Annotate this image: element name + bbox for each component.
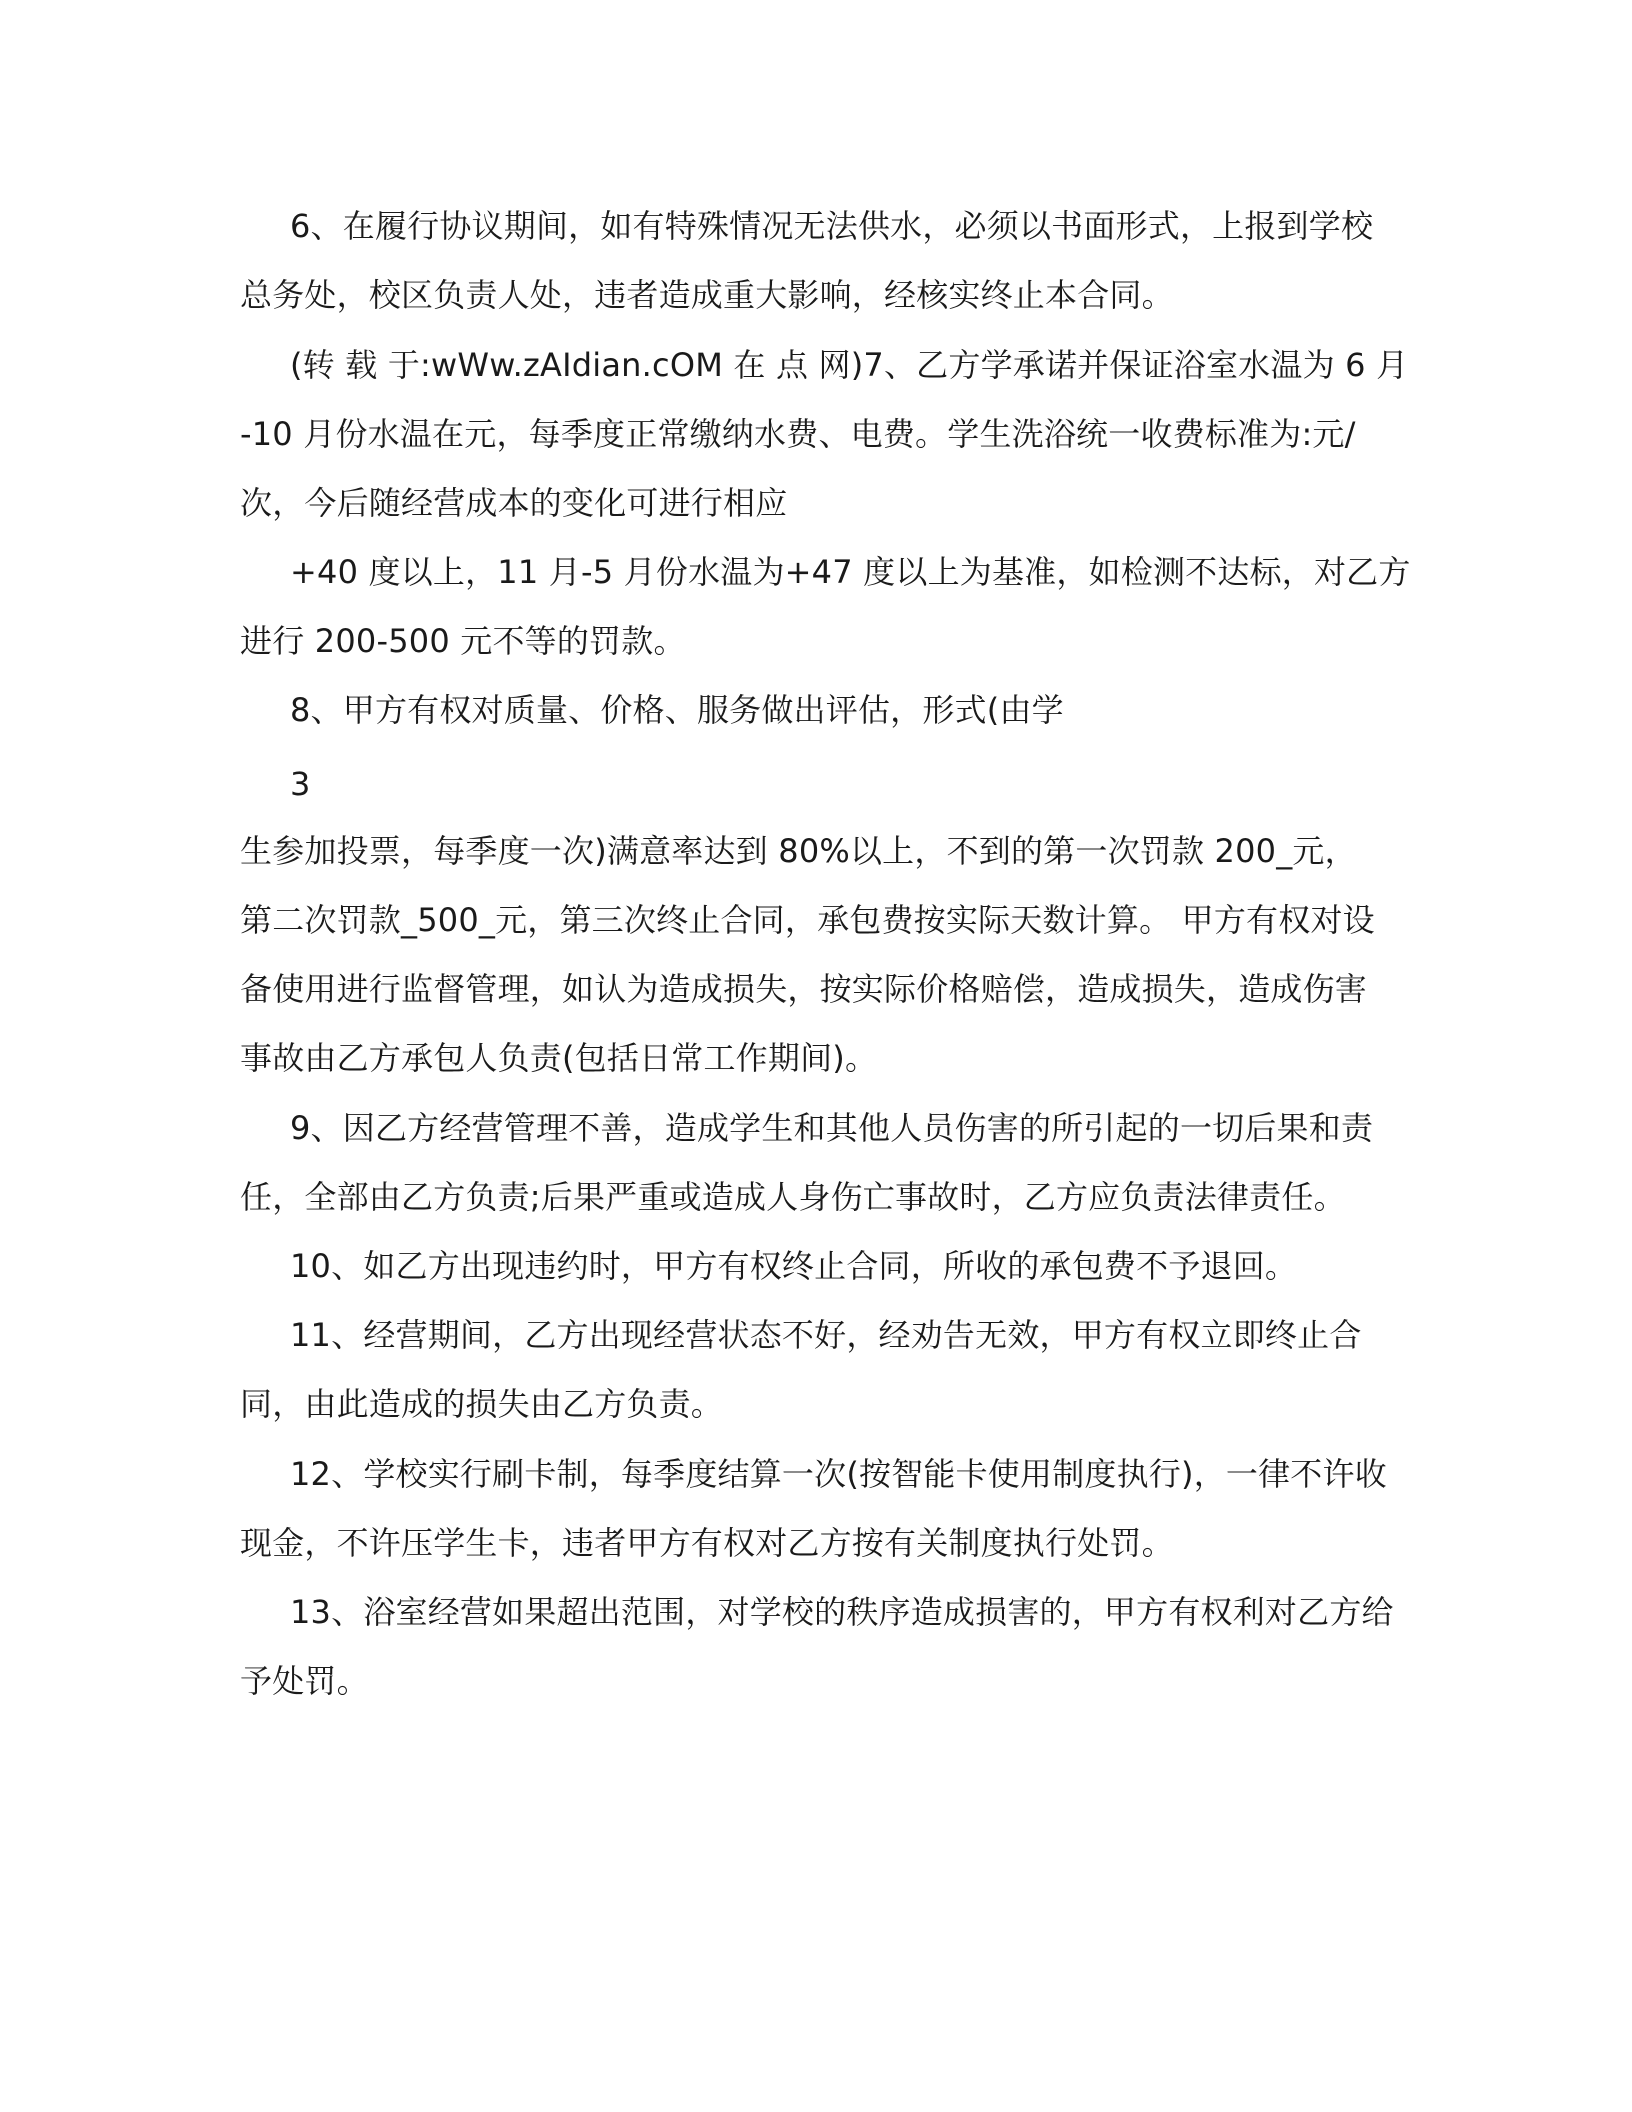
text-line: 9、因乙方经营管理不善，造成学生和其他人员伤害的所引起的一切后果和责: [290, 1109, 1374, 1147]
text-line: 予处罚。: [240, 1662, 369, 1700]
text-line: 6、在履行协议期间，如有特殊情况无法供水，必须以书面形式，上报到学校: [290, 207, 1374, 245]
text-line: 备使用进行监督管理，如认为造成损失，按实际价格赔偿，造成损失，造成伤害: [240, 970, 1368, 1008]
text-line: 第二次罚款_500_元，第三次终止合同，承包费按实际天数计算。 甲方有权对设: [240, 901, 1375, 939]
text-line: 13、浴室经营如果超出范围，对学校的秩序造成损害的，甲方有权利对乙方给: [290, 1593, 1394, 1631]
text-line: 任，全部由乙方负责;后果严重或造成人身伤亡事故时，乙方应负责法律责任。: [240, 1178, 1346, 1216]
page-number: 3: [290, 765, 311, 803]
text-line: 生参加投票，每季度一次)满意率达到 80%以上，不到的第一次罚款 200_元，: [240, 832, 1357, 870]
text-line: 次，今后随经营成本的变化可进行相应: [240, 484, 788, 522]
text-line: 10、如乙方出现违约时，甲方有权终止合同，所收的承包费不予退回。: [290, 1247, 1298, 1285]
text-line: 12、学校实行刷卡制，每季度结算一次(按智能卡使用制度执行)，一律不许收: [290, 1455, 1387, 1493]
text-line: (转 载 于:wWw.zAIdian.cOM 在 点 网)7、乙方学承诺并保证浴室水温为 6 月: [290, 346, 1409, 384]
text-line: 事故由乙方承包人负责(包括日常工作期间)。: [240, 1039, 878, 1077]
text-line: 11、经营期间，乙方出现经营状态不好，经劝告无效，甲方有权立即终止合: [290, 1316, 1362, 1354]
text-line: 进行 200-500 元不等的罚款。: [240, 622, 686, 660]
text-line: 同，由此造成的损失由乙方负责。: [240, 1385, 724, 1423]
text-line: 总务处，校区负责人处，违者造成重大影响，经核实终止本合同。: [240, 276, 1174, 314]
text-line: -10 月份水温在元，每季度正常缴纳水费、电费。学生洗浴统一收费标准为:元/: [240, 415, 1356, 453]
text-line: +40 度以上，11 月-5 月份水温为+47 度以上为基准，如检测不达标，对乙方: [290, 553, 1411, 591]
text-line: 8、甲方有权对质量、价格、服务做出评估，形式(由学: [290, 691, 1064, 729]
text-line: 现金，不许压学生卡，违者甲方有权对乙方按有关制度执行处罚。: [240, 1524, 1174, 1562]
